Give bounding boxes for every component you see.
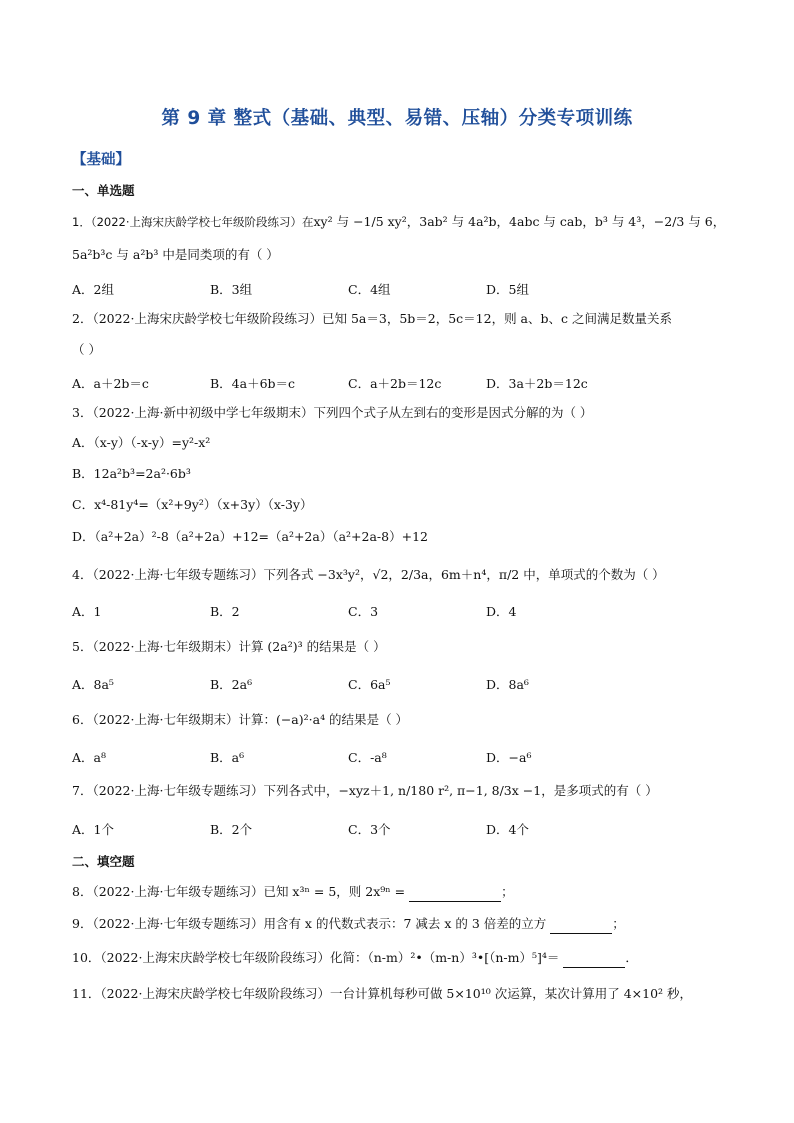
- option-a[interactable]: A．1个: [72, 822, 114, 837]
- question-8-text: 8．（2022·上海·七年级专题练习）已知 x³ⁿ = 5，则 2x⁹ⁿ =: [72, 884, 406, 899]
- option-c[interactable]: C．-a⁸: [348, 750, 387, 765]
- option-b[interactable]: B．2: [210, 604, 240, 619]
- answer-blank[interactable]: [409, 901, 501, 902]
- question-1: [72, 212, 734, 232]
- option-c[interactable]: C．6a⁵: [348, 677, 391, 692]
- question-11: 11．（2022·上海宋庆龄学校七年级阶段练习）一台计算机每秒可做 5×10¹⁰ 次运算，某次计算用了 4×10² 秒，: [72, 986, 693, 1001]
- question-2-line2: （ ）: [72, 342, 101, 357]
- section-heading-single-choice: 一、单选题: [72, 183, 135, 198]
- question-3: 3．（2022·上海·新中初级中学七年级期末）下列四个式子从左到右的变形是因式分解的为（ ）: [72, 405, 593, 420]
- section-tag-basic: 【基础】: [72, 152, 130, 168]
- question-9: 9．（2022·上海·七年级专题练习）用含有 x 的代数式表示：7 减去 x 的 3 倍差的立方 ；: [72, 914, 734, 934]
- option-a[interactable]: A．2组: [72, 282, 114, 297]
- option-b[interactable]: B．12a²b³=2a²·6b³: [72, 466, 191, 481]
- question-5: 5．（2022·上海·七年级期末）计算 (2a²)³ 的结果是（ ）: [72, 639, 386, 654]
- question-10: 10．（2022·上海宋庆龄学校七年级阶段练习）化简：（n-m）²•（m-n）³•[（n-m）⁵]⁴＝ ．: [72, 948, 734, 968]
- option-d[interactable]: D．−a⁶: [486, 750, 532, 765]
- question-1-pairs: xy² 与 −1/5 xy²，3ab² 与 4a²b，4abc 与 cab，b³ 与 4³，−2/3 与 6，: [313, 214, 726, 229]
- question-6: 6．（2022·上海·七年级期末）计算：(−a)²·a⁴ 的结果是（ ）: [72, 712, 409, 727]
- option-c[interactable]: C．a＋2b＝12c: [348, 376, 442, 391]
- option-d[interactable]: D．（a²+2a）²-8（a²+2a）+12=（a²+2a）（a²+2a-8）+12: [72, 529, 428, 544]
- option-b[interactable]: B．2a⁶: [210, 677, 253, 692]
- option-d[interactable]: D．8a⁶: [486, 677, 529, 692]
- option-a[interactable]: A．8a⁵: [72, 677, 114, 692]
- option-c[interactable]: C．4组: [348, 282, 391, 297]
- question-9-text: 9．（2022·上海·七年级专题练习）用含有 x 的代数式表示：7 减去 x 的 3 倍差的立方: [72, 916, 547, 931]
- answer-blank[interactable]: [563, 967, 625, 968]
- question-7: 7．（2022·上海·七年级专题练习）下列各式中，−xyz＋1, n/180 r², π−1, 8/3x −1，是多项式的有（ ）: [72, 783, 658, 798]
- question-10-text: 10．（2022·上海宋庆龄学校七年级阶段练习）化简：（n-m）²•（m-n）³•[（n-m）⁵]⁴＝: [72, 950, 560, 965]
- option-c[interactable]: C．3个: [348, 822, 391, 837]
- option-b[interactable]: B．a⁶: [210, 750, 245, 765]
- option-b[interactable]: B．4a＋6b＝c: [210, 376, 296, 391]
- option-c[interactable]: C．x⁴-81y⁴=（x²+9y²）（x+3y）（x-3y）: [72, 497, 313, 512]
- option-a[interactable]: A．1: [72, 604, 102, 619]
- option-d[interactable]: D．3a＋2b＝12c: [486, 376, 588, 391]
- option-d[interactable]: D．4个: [486, 822, 529, 837]
- option-a[interactable]: A．a⁸: [72, 750, 106, 765]
- question-1-prefix: 1．（2022·上海宋庆龄学校七年级阶段练习）在: [72, 215, 314, 229]
- option-c[interactable]: C．3: [348, 604, 379, 619]
- answer-blank[interactable]: [550, 933, 612, 934]
- option-d[interactable]: D．5组: [486, 282, 529, 297]
- question-8: 8．（2022·上海·七年级专题练习）已知 x³ⁿ = 5，则 2x⁹ⁿ = ；: [72, 882, 734, 902]
- option-a[interactable]: A．（x-y）（-x-y）=y²-x²: [72, 435, 211, 450]
- question-4: 4．（2022·上海·七年级专题练习）下列各式 −3x³y²，√2，2/3a，6m＋n⁴，π/2 中，单项式的个数为（ ）: [72, 567, 665, 582]
- option-b[interactable]: B．2个: [210, 822, 253, 837]
- option-a[interactable]: A．a＋2b＝c: [72, 376, 149, 391]
- page-title: 第 9 章 整式（基础、典型、易错、压轴）分类专项训练: [161, 108, 633, 129]
- section-heading-fill-blank: 二、填空题: [72, 854, 135, 869]
- option-b[interactable]: B．3组: [210, 282, 253, 297]
- option-d[interactable]: D．4: [486, 604, 517, 619]
- question-1-line2: 5a²b³c 与 a²b³ 中是同类项的有（ ）: [72, 247, 279, 262]
- question-2: 2．（2022·上海宋庆龄学校七年级阶段练习）已知 5a＝3，5b＝2，5c＝12，则 a、b、c 之间满足数量关系: [72, 311, 672, 326]
